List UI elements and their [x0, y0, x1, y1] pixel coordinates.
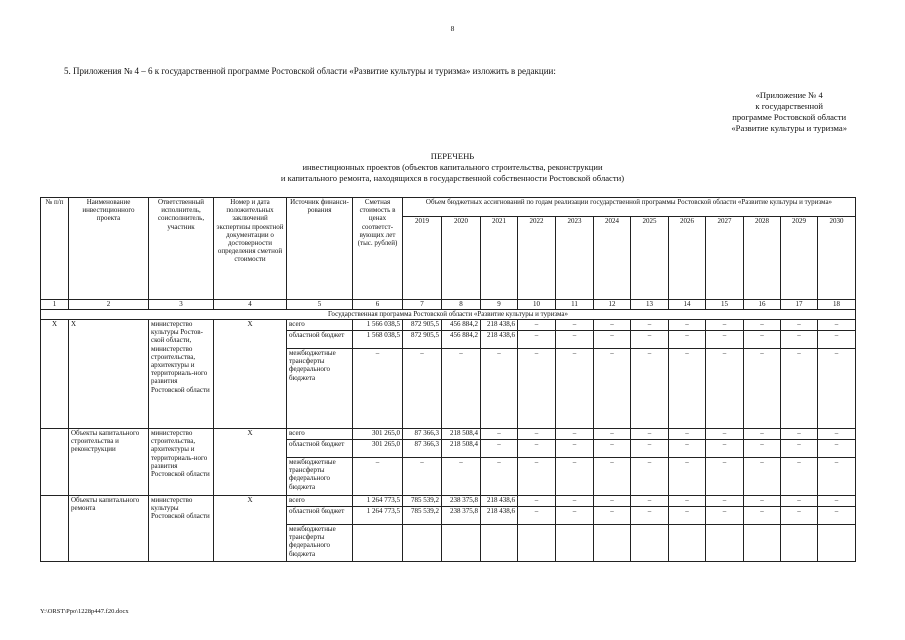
year-value: 872 905,5: [403, 320, 442, 331]
year-value: –: [556, 320, 594, 331]
title-line: ПЕРЕЧЕНЬ: [430, 151, 475, 161]
expertise: Х: [214, 496, 287, 562]
page-number: 8: [450, 24, 455, 33]
investment-projects-table: [40, 197, 856, 562]
funding-source: межбюджетные трансферты федерального бюджета: [287, 458, 353, 496]
year-value: [781, 525, 818, 562]
year-value: –: [594, 349, 631, 429]
year-value: –: [518, 440, 556, 458]
estimated-cost: 1 264 773,5: [353, 507, 403, 525]
year-value: –: [744, 331, 781, 349]
year-value: –: [594, 496, 631, 507]
header-budget: Объем бюджетных ассигнований по годам реализации государственной программы Ростовской области «Развитие культуры и туризма»: [403, 198, 856, 217]
project-name: Х: [69, 320, 149, 429]
year-value: –: [594, 429, 631, 440]
year-value: –: [556, 496, 594, 507]
year-value: –: [631, 349, 669, 429]
year-value: –: [481, 440, 518, 458]
year-value: –: [442, 458, 481, 496]
column-number: 16: [744, 300, 781, 310]
column-number: 11: [556, 300, 594, 310]
year-value: –: [518, 320, 556, 331]
year-value: –: [518, 331, 556, 349]
year-value: –: [744, 458, 781, 496]
year-header: 2025: [631, 217, 669, 300]
row-num: [41, 429, 69, 496]
appendix-line: программе Ростовской области: [732, 112, 847, 122]
year-value: –: [818, 507, 856, 525]
year-value: –: [403, 458, 442, 496]
column-number: 1: [41, 300, 69, 310]
year-value: –: [706, 349, 744, 429]
file-path-footer: Y:\ORST\Ppo\1228p447.f20.docx: [40, 608, 129, 615]
year-value: [669, 525, 706, 562]
year-value: –: [669, 320, 706, 331]
year-value: –: [556, 429, 594, 440]
year-value: 218 438,6: [481, 320, 518, 331]
table-row: [41, 429, 856, 440]
title-line: инвестиционных проектов (объектов капитального строительства, реконструкции: [302, 162, 603, 172]
year-value: –: [744, 440, 781, 458]
year-value: 218 438,6: [481, 507, 518, 525]
year-value: [481, 525, 518, 562]
header-source: Источник финанси-рования: [287, 198, 353, 300]
estimated-cost: 301 265,0: [353, 429, 403, 440]
year-value: –: [669, 429, 706, 440]
year-value: –: [518, 429, 556, 440]
funding-source: всего: [287, 496, 353, 507]
appendix-line: «Приложение № 4: [755, 90, 823, 100]
year-value: [818, 525, 856, 562]
year-value: –: [669, 458, 706, 496]
year-value: 785 539,2: [403, 507, 442, 525]
executor: министерство культуры Ростов-ской области, министерство строительства, архитектуры и территориаль-ного развития Ростовской области: [149, 320, 214, 429]
year-header: 2026: [669, 217, 706, 300]
year-value: –: [818, 440, 856, 458]
funding-source: областной бюджет: [287, 507, 353, 525]
year-value: 218 508,4: [442, 429, 481, 440]
intro-paragraph: 5. Приложения № 4 – 6 к государственной программе Ростовской области «Развитие культуры и туризма» изложить в редакции:: [64, 66, 556, 76]
executor: министерство культуры Ростовской области: [149, 496, 214, 562]
year-value: –: [706, 496, 744, 507]
year-header: 2021: [481, 217, 518, 300]
year-value: 872 905,5: [403, 331, 442, 349]
year-value: [706, 525, 744, 562]
column-number: 17: [781, 300, 818, 310]
appendix-line: к государственной: [755, 101, 823, 111]
year-value: –: [818, 320, 856, 331]
year-value: 456 884,2: [442, 331, 481, 349]
year-value: –: [518, 496, 556, 507]
year-value: –: [556, 331, 594, 349]
year-value: –: [518, 507, 556, 525]
year-value: –: [669, 507, 706, 525]
estimated-cost: –: [353, 349, 403, 429]
year-value: –: [744, 429, 781, 440]
year-value: –: [631, 496, 669, 507]
year-value: –: [706, 440, 744, 458]
year-value: –: [781, 496, 818, 507]
year-value: –: [594, 458, 631, 496]
table-row: [41, 496, 856, 507]
year-value: –: [594, 507, 631, 525]
year-value: –: [556, 349, 594, 429]
year-value: 456 884,2: [442, 320, 481, 331]
year-value: [556, 525, 594, 562]
program-title-row: Государственная программа Ростовской области «Развитие культуры и туризма»: [41, 310, 856, 320]
year-header: 2020: [442, 217, 481, 300]
year-value: –: [669, 440, 706, 458]
year-value: –: [744, 496, 781, 507]
column-number: 4: [214, 300, 287, 310]
title-line: и капитального ремонта, находящихся в государственной собственности Ростовской области): [280, 173, 625, 183]
year-value: –: [781, 331, 818, 349]
year-value: –: [818, 349, 856, 429]
year-value: –: [518, 349, 556, 429]
column-number: 3: [149, 300, 214, 310]
year-header: 2019: [403, 217, 442, 300]
column-number: 9: [481, 300, 518, 310]
column-number: 10: [518, 300, 556, 310]
year-value: –: [481, 429, 518, 440]
executor: министерство строительства, архитектуры и территориаль-ного развития Ростовской области: [149, 429, 214, 496]
header-name: Наименование инвестиционного проекта: [69, 198, 149, 300]
column-number: 6: [353, 300, 403, 310]
row-num: Х: [41, 320, 69, 429]
year-value: –: [631, 440, 669, 458]
header-expertise: Номер и дата положительных заключений экспертизы проектной документации о достоверности определения сметной стоимости: [214, 198, 287, 300]
year-value: –: [518, 458, 556, 496]
column-number: 8: [442, 300, 481, 310]
year-header: 2022: [518, 217, 556, 300]
year-value: –: [556, 458, 594, 496]
year-value: –: [818, 496, 856, 507]
year-value: –: [631, 429, 669, 440]
year-value: –: [744, 349, 781, 429]
year-value: –: [706, 458, 744, 496]
column-number: 18: [818, 300, 856, 310]
year-value: [518, 525, 556, 562]
year-header: 2027: [706, 217, 744, 300]
year-value: –: [781, 349, 818, 429]
appendix-line: «Развитие культуры и туризма»: [731, 123, 847, 133]
year-value: –: [706, 429, 744, 440]
estimated-cost: 1 566 038,5: [353, 320, 403, 331]
year-value: –: [781, 458, 818, 496]
estimated-cost: 301 265,0: [353, 440, 403, 458]
column-number: 12: [594, 300, 631, 310]
column-number: 13: [631, 300, 669, 310]
year-value: 218 438,6: [481, 496, 518, 507]
year-value: –: [781, 507, 818, 525]
year-value: –: [744, 507, 781, 525]
row-num: [41, 496, 69, 562]
year-value: 218 508,4: [442, 440, 481, 458]
year-value: –: [669, 496, 706, 507]
column-number: 2: [69, 300, 149, 310]
year-value: –: [442, 349, 481, 429]
funding-source: всего: [287, 429, 353, 440]
year-value: –: [631, 507, 669, 525]
header-cost: Сметная стоимость в ценах соответст-вующих лет (тыс. рублей): [353, 198, 403, 300]
year-value: [442, 525, 481, 562]
header-executor: Ответственный исполнитель, соисполнитель, участник: [149, 198, 214, 300]
year-value: –: [594, 331, 631, 349]
expertise: Х: [214, 429, 287, 496]
year-value: –: [403, 349, 442, 429]
column-number: 15: [706, 300, 744, 310]
year-value: –: [706, 320, 744, 331]
year-value: –: [556, 440, 594, 458]
expertise: Х: [214, 320, 287, 429]
year-value: –: [781, 440, 818, 458]
year-value: –: [556, 507, 594, 525]
year-value: 87 366,3: [403, 429, 442, 440]
estimated-cost: 1 568 038,5: [353, 331, 403, 349]
year-value: –: [481, 458, 518, 496]
year-value: –: [818, 429, 856, 440]
year-value: [744, 525, 781, 562]
table-row: [41, 320, 856, 331]
year-value: –: [594, 320, 631, 331]
year-value: 238 375,8: [442, 507, 481, 525]
year-value: [403, 525, 442, 562]
year-value: 218 438,6: [481, 331, 518, 349]
year-header: 2023: [556, 217, 594, 300]
year-value: –: [631, 458, 669, 496]
year-value: –: [744, 320, 781, 331]
year-value: –: [669, 331, 706, 349]
year-header: 2030: [818, 217, 856, 300]
year-value: 238 375,8: [442, 496, 481, 507]
column-number: 5: [287, 300, 353, 310]
header-num: № п/п: [41, 198, 69, 300]
estimated-cost: [353, 525, 403, 562]
year-value: [594, 525, 631, 562]
funding-source: межбюджетные трансферты федерального бюджета: [287, 525, 353, 562]
funding-source: областной бюджет: [287, 440, 353, 458]
column-number: 14: [669, 300, 706, 310]
funding-source: межбюджетные трансферты федерального бюджета: [287, 349, 353, 429]
year-value: –: [594, 440, 631, 458]
year-value: [631, 525, 669, 562]
year-header: 2028: [744, 217, 781, 300]
column-number: 7: [403, 300, 442, 310]
year-value: –: [818, 458, 856, 496]
year-value: –: [818, 331, 856, 349]
year-value: –: [631, 320, 669, 331]
funding-source: всего: [287, 320, 353, 331]
year-value: 87 366,3: [403, 440, 442, 458]
estimated-cost: –: [353, 458, 403, 496]
funding-source: областной бюджет: [287, 331, 353, 349]
document-title: [0, 151, 905, 184]
project-name: Объекты капитального ремонта: [69, 496, 149, 562]
year-value: –: [781, 320, 818, 331]
appendix-heading: [731, 90, 847, 134]
year-value: –: [781, 429, 818, 440]
year-header: 2029: [781, 217, 818, 300]
year-value: 785 539,2: [403, 496, 442, 507]
year-header: 2024: [594, 217, 631, 300]
estimated-cost: 1 264 773,5: [353, 496, 403, 507]
year-value: –: [631, 331, 669, 349]
year-value: –: [669, 349, 706, 429]
year-value: –: [706, 507, 744, 525]
year-value: –: [706, 331, 744, 349]
project-name: Объекты капитального строительства и реконструкции: [69, 429, 149, 496]
year-value: –: [481, 349, 518, 429]
